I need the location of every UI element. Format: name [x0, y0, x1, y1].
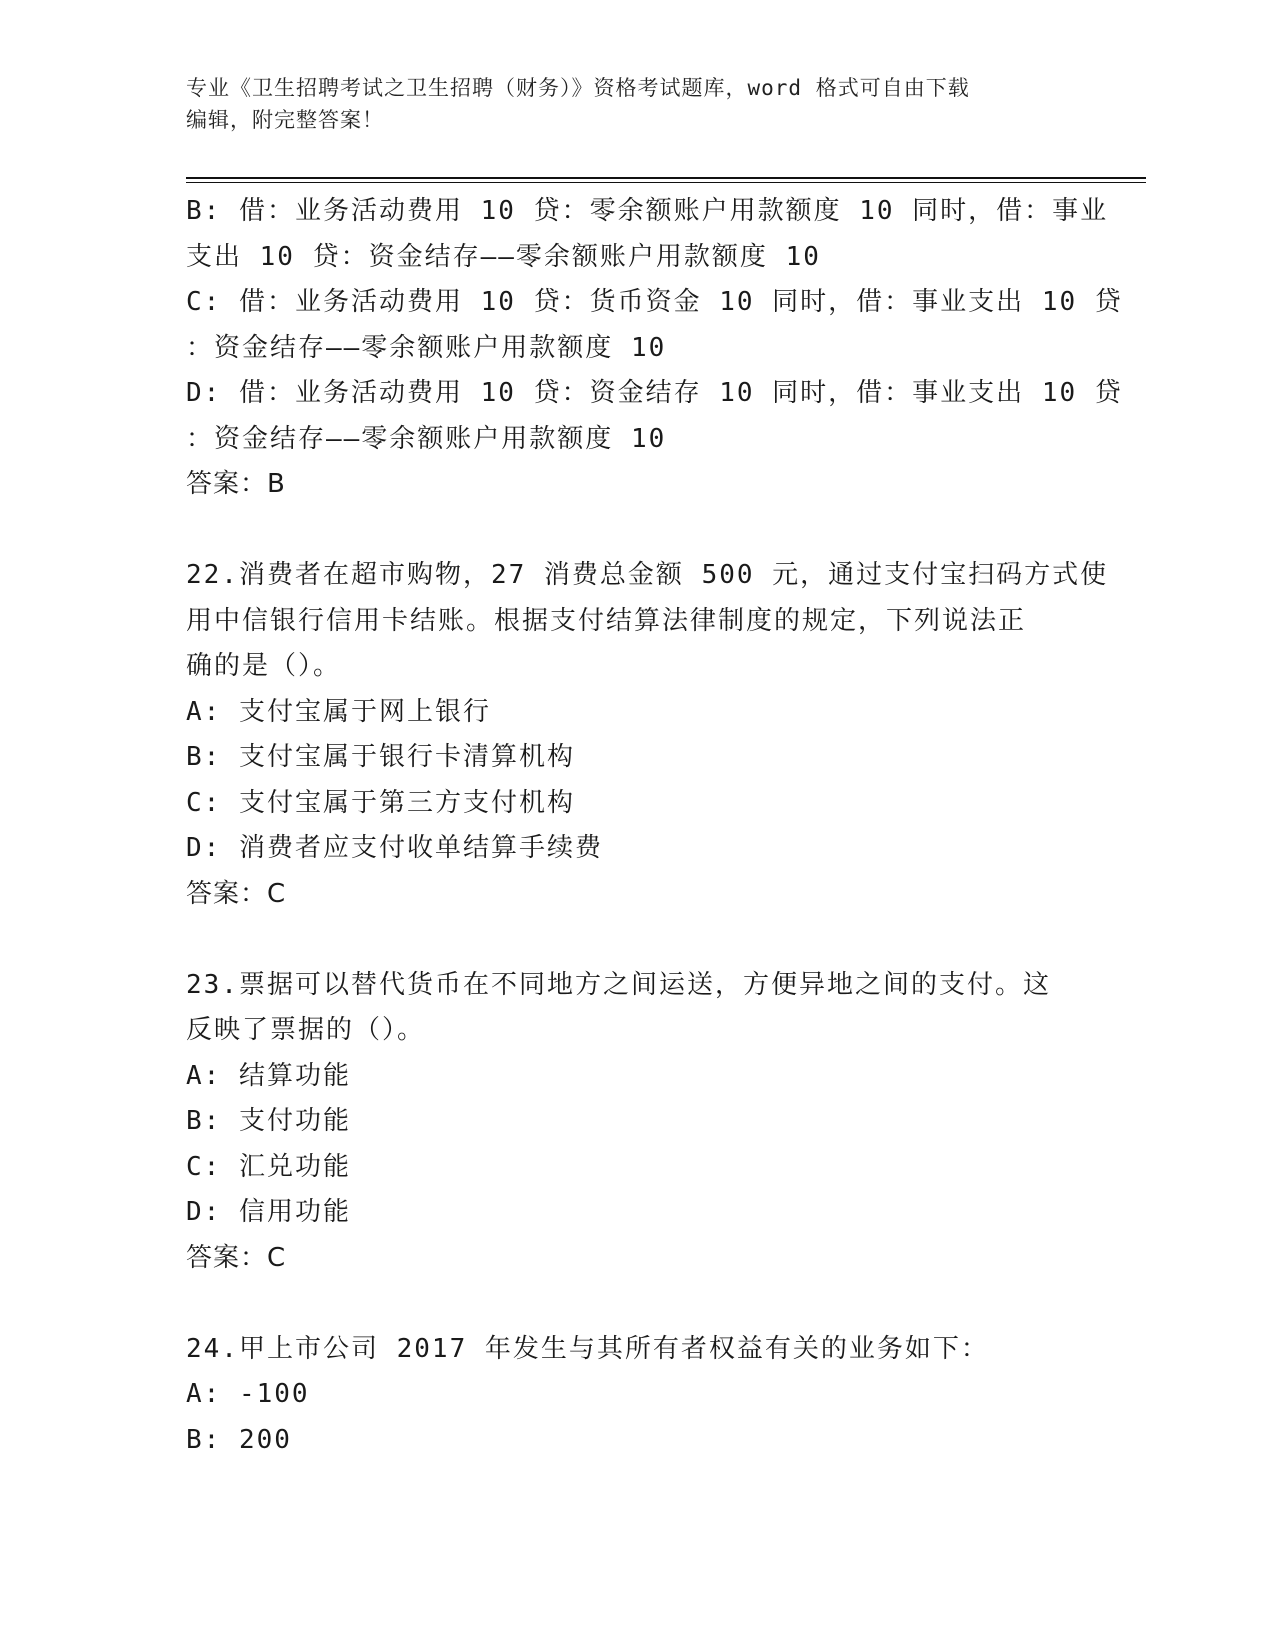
q22-stem-line-1: 22.消费者在超市购物，27 消费总金额 500 元，通过支付宝扫码方式使 [186, 560, 1109, 590]
q23-option-a: A: 结算功能 [186, 1060, 351, 1091]
q21-option-c-line-2: ：资金结存——零余额账户用款额度 10 [186, 332, 667, 363]
q22-option-d: D: 消费者应支付收单结算手续费 [186, 833, 603, 863]
q23-option-b: B: 支付功能 [186, 1106, 351, 1136]
q24-stem-line-1: 24.甲上市公司 2017 年发生与其所有者权益有关的业务如下： [186, 1333, 989, 1364]
question-content [186, 189, 1123, 1463]
q24-option-b: B: 200 [186, 1424, 292, 1455]
q22-stem-line-3: 确的是（）。 [186, 651, 342, 681]
spacer [186, 917, 1086, 963]
q23-option-c: C: 汇兑功能 [186, 1151, 351, 1182]
q22-option-b: B: 支付宝属于银行卡清算机构 [186, 742, 575, 772]
q24-option-a: A: -100 [186, 1379, 310, 1409]
header-divider-thick [186, 177, 1146, 179]
spacer [186, 1281, 1086, 1327]
q22-answer: 答案：C [186, 878, 287, 909]
q21-answer: 答案：B [186, 469, 286, 499]
q23-stem-line-1: 23.票据可以替代货币在不同地方之间运送，方便异地之间的支付。这 [186, 969, 1051, 1000]
q21-option-b-line-2: 支出 10 贷：资金结存——零余额账户用款额度 10 [186, 241, 821, 272]
q21-option-b-line-1: B: 借：业务活动费用 10 贷：零余额账户用款额度 10 同时，借：事业 [186, 196, 1109, 226]
header-line-1: 专业《卫生招聘考试之卫生招聘（财务）》资格考试题库，word 格式可自由下载 [186, 76, 970, 100]
q22-option-a: A: 支付宝属于网上银行 [186, 696, 491, 727]
question-24 [186, 1327, 1086, 1464]
q21-option-d-line-2: ：资金结存——零余额账户用款额度 10 [186, 423, 667, 454]
q23-option-d: D: 信用功能 [186, 1197, 351, 1227]
document-header [186, 72, 1066, 136]
q21-option-c-line-1: C: 借：业务活动费用 10 贷：货币资金 10 同时，借：事业支出 10 贷 [186, 287, 1123, 317]
q21-option-d-line-1: D: 借：业务活动费用 10 贷：资金结存 10 同时，借：事业支出 10 贷 [186, 378, 1123, 408]
spacer [186, 508, 1086, 554]
question-22 [186, 553, 1109, 917]
q22-option-c: C: 支付宝属于第三方支付机构 [186, 787, 575, 818]
q23-answer: 答案：C [186, 1242, 287, 1273]
header-line-2: 编辑，附完整答案！ [186, 108, 384, 132]
header-divider-thin [186, 182, 1146, 183]
q22-stem-line-2: 用中信银行信用卡结账。根据支付结算法律制度的规定，下列说法正 [186, 605, 1027, 636]
q23-stem-line-2: 反映了票据的（）。 [186, 1015, 426, 1045]
question-23 [186, 963, 1086, 1282]
question-21 [186, 189, 1123, 508]
